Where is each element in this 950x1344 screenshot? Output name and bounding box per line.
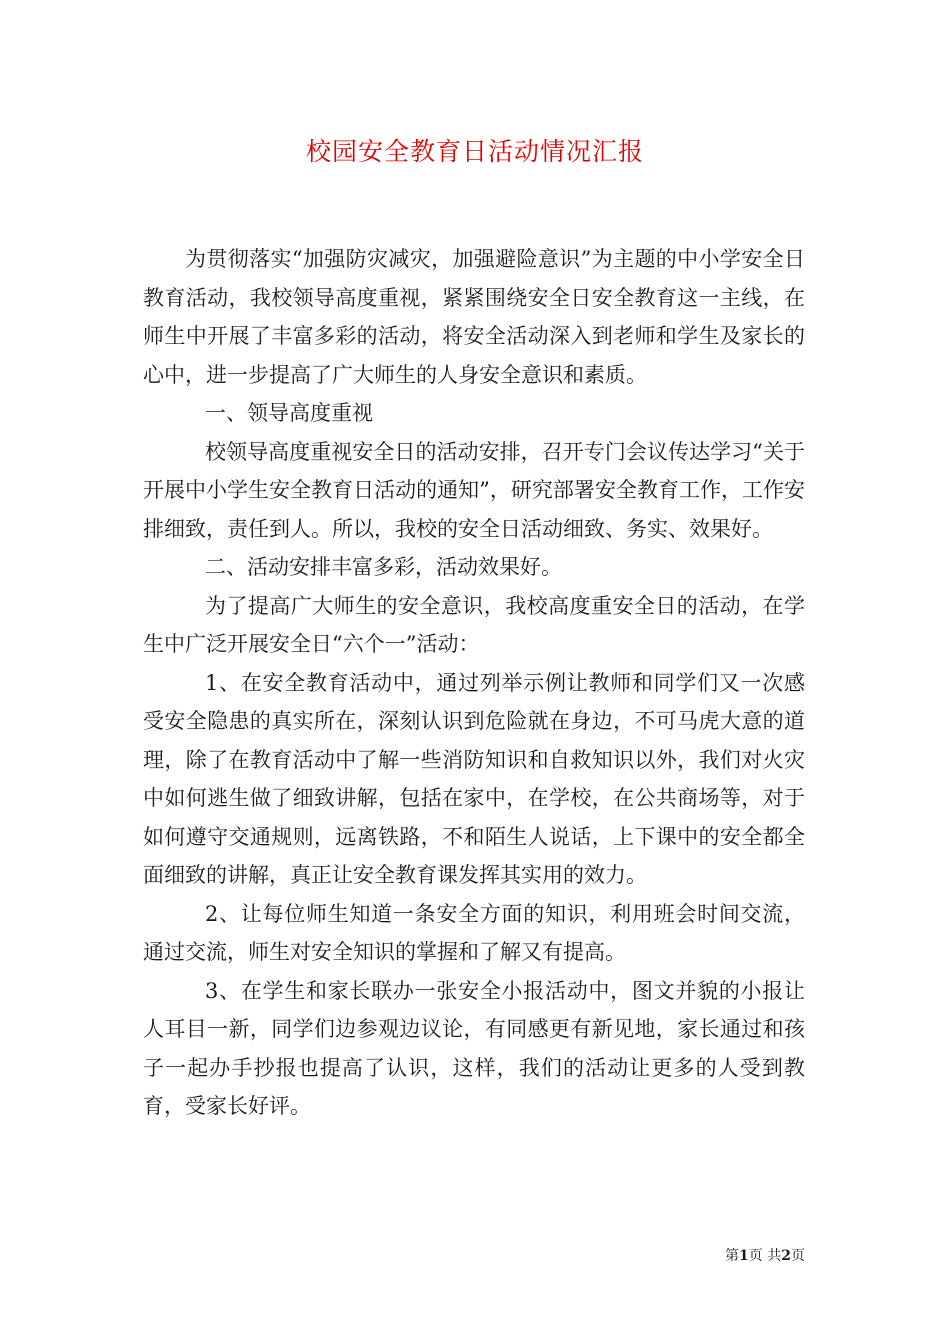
page-prefix: 第 [725,1248,740,1264]
total-pages-number: 2 [781,1248,791,1264]
activity-item-2: 2、让每位师生知道一条安全方面的知识，利用班会时间交流，通过交流，师生对安全知识的掌握和了解又有提高。 [143,901,805,964]
page-suffix: 页 [791,1248,805,1264]
section-heading-leadership: 一、领导高度重视 [205,401,373,425]
activity-item-1: 1、在安全教育活动中，通过列举示例让教师和同学们又一次感受安全隐患的真实所在，深刻认识到危险就在身边，不可马虎大意的道理，除了在教育活动中了解一些消防知识和自救知识以外，我们对火灾中如何逃生做了细致讲解，包括在家中，在学校，在公共商场等，对于如何遵守交通规则，远离铁路，不和陌生人说话，上下课中的安全都全面细致的讲解，真正让安全教育课发挥其实用的效力。 [143,670,805,887]
page-number-footer [725,1247,805,1265]
intro-paragraph: 为贯彻落实“加强防灾减灾，加强避险意识”为主题的中小学安全日教育活动，我校领导高度重视，紧紧围绕安全日安全教育这一主线，在师生中开展了丰富多彩的活动，将安全活动深入到老师和学生及家长的心中，进一步提高了广大师生的人身安全意识和素质。 [143,247,805,387]
activity-item-3: 3、在学生和家长联办一张安全小报活动中，图文并貌的小报让人耳目一新，同学们边参观边议论，有同感更有新见地，家长通过和孩子一起办手抄报也提高了认识，这样，我们的活动让更多的人受到教育，受家长好评。 [143,978,805,1118]
leadership-paragraph: 校领导高度重视安全日的活动安排，召开专门会议传达学习“关于开展中小学生安全教育日活动的通知”，研究部署安全教育工作，工作安排细致，责任到人。所以，我校的安全日活动细致、务实、效果好。 [143,439,805,541]
current-page-number: 1 [739,1248,749,1264]
document-title: 校园安全教育日活动情况汇报 [305,137,644,166]
activities-intro-paragraph: 为了提高广大师生的安全意识，我校高度重安全日的活动，在学生中广泛开展安全日“六个一”活动： [143,593,805,656]
document-body [143,240,805,1126]
page-middle: 页 共 [748,1248,782,1264]
section-heading-activities: 二、活动安排丰富多彩，活动效果好。 [205,555,562,579]
